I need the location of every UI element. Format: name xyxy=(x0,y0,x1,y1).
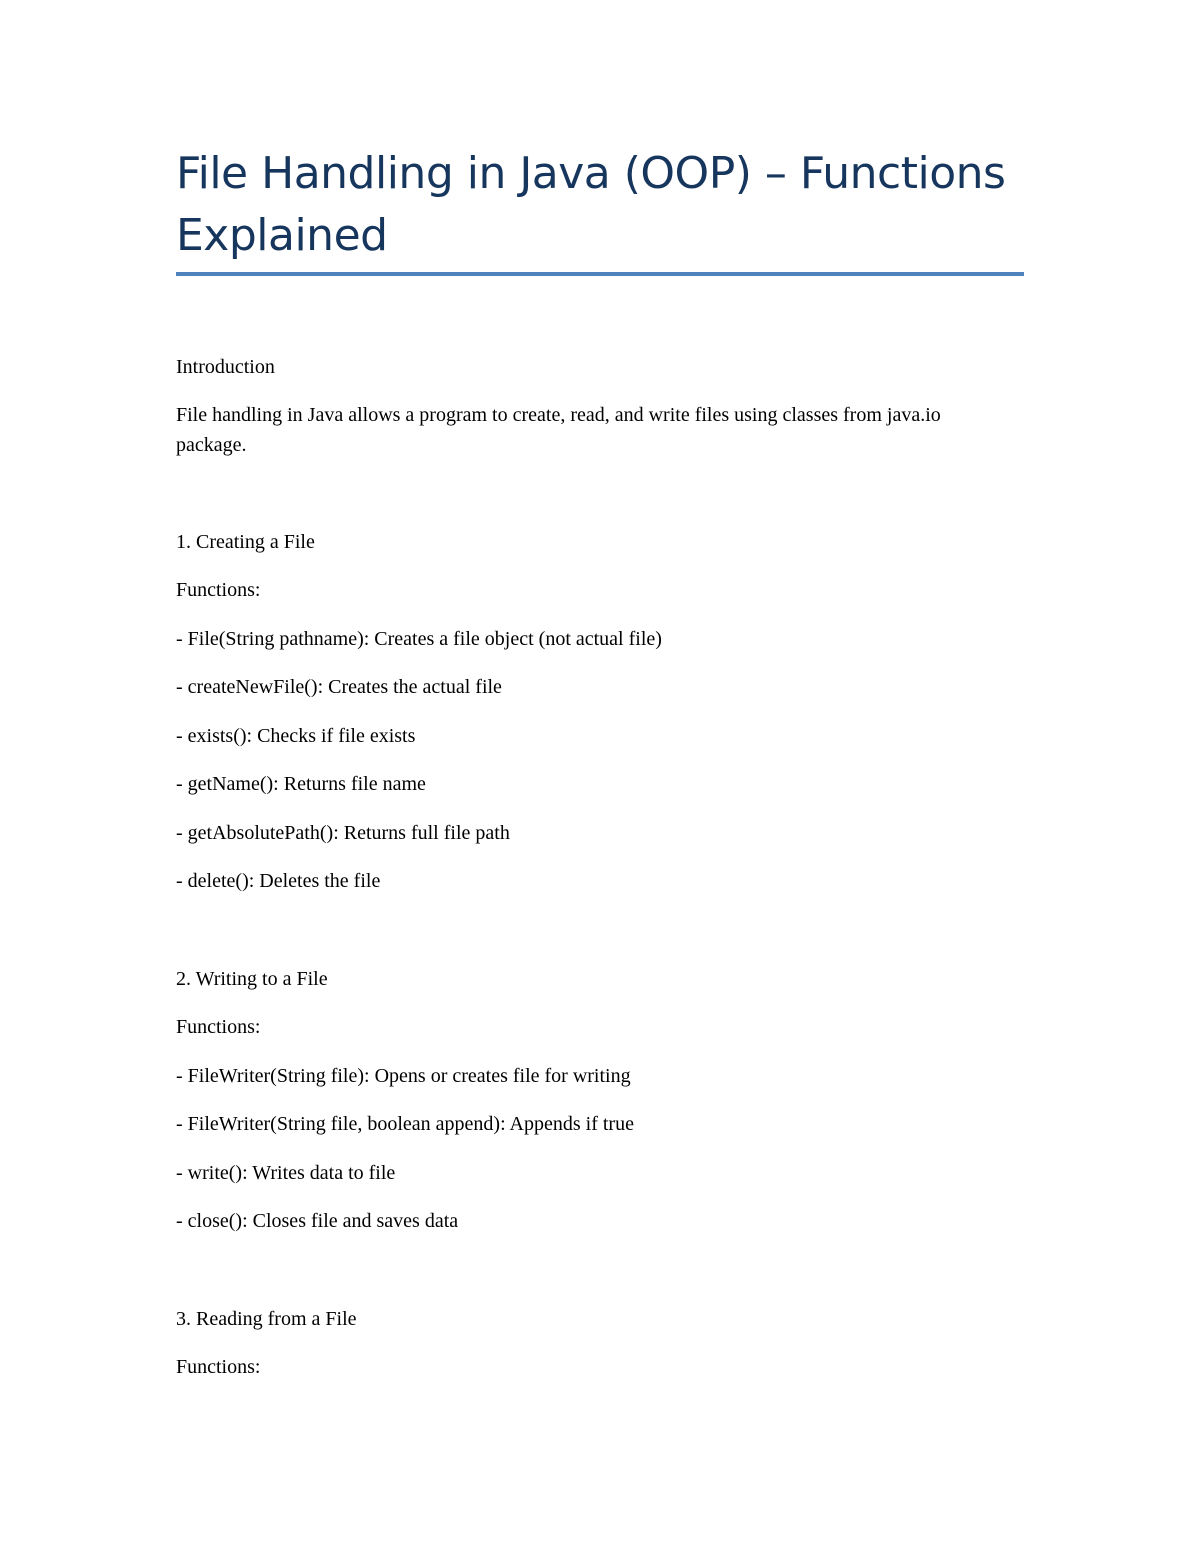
intro-paragraph: File handling in Java allows a program to create, read, and write files using classes from java.io package. xyxy=(176,404,941,456)
section-heading-creating: 1. Creating a File xyxy=(176,531,315,553)
function-item: - getName(): Returns file name xyxy=(176,773,426,795)
functions-label: Functions: xyxy=(176,579,261,601)
function-item: - createNewFile(): Creates the actual file xyxy=(176,676,502,698)
function-item: - close(): Closes file and saves data xyxy=(176,1210,459,1232)
title-underline xyxy=(176,272,1024,276)
functions-label: Functions: xyxy=(176,1016,261,1038)
function-item: - FileWriter(String file): Opens or creates file for writing xyxy=(176,1065,631,1087)
function-item: - FileWriter(String file, boolean append): Appends if true xyxy=(176,1113,634,1135)
function-item: - File(String pathname): Creates a file object (not actual file) xyxy=(176,628,662,650)
function-item: - write(): Writes data to file xyxy=(176,1162,396,1184)
page-title: File Handling in Java (OOP) – Functions Explained xyxy=(176,148,1006,261)
function-item: - exists(): Checks if file exists xyxy=(176,725,416,747)
intro-heading: Introduction xyxy=(176,356,275,378)
section-heading-reading: 3. Reading from a File xyxy=(176,1308,357,1330)
function-item: - getAbsolutePath(): Returns full file path xyxy=(176,822,510,844)
section-heading-writing: 2. Writing to a File xyxy=(176,968,328,990)
functions-label: Functions: xyxy=(176,1356,261,1378)
function-item: - delete(): Deletes the file xyxy=(176,870,381,892)
